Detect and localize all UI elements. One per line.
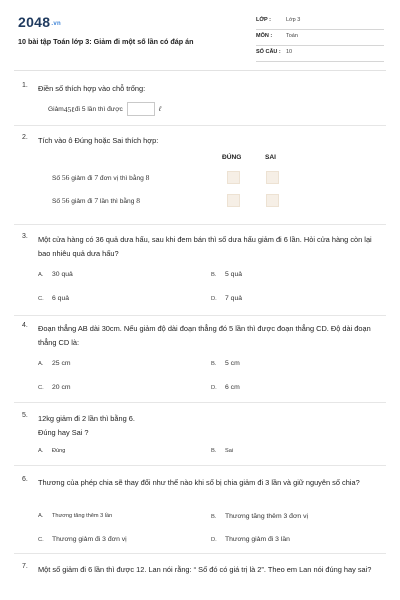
divider bbox=[14, 315, 386, 316]
divider bbox=[14, 125, 386, 126]
option-c[interactable]: C. Thương giảm đi 3 đơn vị bbox=[38, 536, 127, 543]
document-title: 10 bài tập Toán lớp 3: Giảm đi một số lần có đáp án bbox=[18, 37, 194, 46]
divider bbox=[14, 553, 386, 554]
question-text: Thương của phép chia sẽ thay đổi như thế nào khi số bị chia giảm đi 3 lần và giữ nguyên số chia? bbox=[38, 478, 360, 487]
question-6 bbox=[22, 476, 384, 556]
question-number: 3. bbox=[22, 233, 28, 240]
meta-value: Lớp 3 bbox=[286, 17, 301, 23]
question-2 bbox=[22, 134, 384, 214]
question-text-line-2: Đúng hay Sai ? bbox=[38, 428, 89, 437]
header bbox=[16, 10, 384, 68]
question-3 bbox=[22, 233, 384, 313]
meta-row-subject bbox=[256, 30, 384, 46]
meta-value: Toán bbox=[286, 33, 298, 39]
option-a[interactable]: A. Đúng bbox=[38, 448, 66, 454]
question-text: Một số giảm đi 6 lần thì được 12. Lan nói rằng: “ Số đó có giá trị là 2”. Theo em Lan nói đúng hay sai? bbox=[38, 565, 372, 574]
question-number: 7. bbox=[22, 563, 28, 570]
question-number: 1. bbox=[22, 82, 28, 89]
question-number: 5. bbox=[22, 412, 28, 419]
question-number: 4. bbox=[22, 322, 28, 329]
site-logo[interactable]: 2048.vn bbox=[18, 14, 61, 30]
question-text: Tích vào ô Đúng hoặc Sai thích hợp: bbox=[38, 136, 159, 145]
option-b[interactable]: B. Thương tăng thêm 3 đơn vị bbox=[211, 513, 308, 520]
amount-value: 45ℓ bbox=[63, 104, 75, 114]
meta-row-count bbox=[256, 46, 384, 62]
false-header: SAI bbox=[265, 154, 276, 161]
option-a[interactable]: A. 30 quả bbox=[38, 271, 73, 278]
checkbox-false[interactable] bbox=[266, 171, 279, 184]
header-divider bbox=[14, 70, 386, 71]
logo-suffix: .vn bbox=[51, 21, 61, 27]
question-number: 6. bbox=[22, 476, 28, 483]
option-d[interactable]: D. 7 quả bbox=[211, 295, 243, 302]
meta-key: SỐ CÂU : bbox=[256, 49, 281, 55]
question-5 bbox=[22, 412, 384, 462]
meta-key: MÔN : bbox=[256, 33, 273, 39]
question-number: 2. bbox=[22, 134, 28, 141]
divider bbox=[14, 402, 386, 403]
meta-row-class bbox=[256, 14, 384, 30]
meta-info bbox=[256, 14, 384, 62]
option-b[interactable]: B. 5 cm bbox=[211, 360, 240, 367]
unit-liter: ℓ bbox=[158, 105, 162, 113]
question-text-line-1: 12kg giảm đi 2 lần thì bằng 6. bbox=[38, 414, 135, 423]
answer-input[interactable] bbox=[127, 102, 155, 116]
option-c[interactable]: C. 20 cm bbox=[38, 384, 71, 391]
option-c[interactable]: C. 6 quả bbox=[38, 295, 70, 302]
checkbox-false[interactable] bbox=[266, 194, 279, 207]
meta-value: 10 bbox=[286, 49, 293, 55]
divider bbox=[14, 465, 386, 466]
checkbox-true[interactable] bbox=[227, 194, 240, 207]
question-text: Một cửa hàng có 36 quả dưa hấu, sau khi đem bán thì số dưa hấu giảm đi 6 lần. Hỏi cửa hàng còn lại bao nhiêu quả dưa hấu? bbox=[38, 235, 372, 258]
tf-statement-1: Số 56 giảm đi 7 đơn vị thì bằng 8 bbox=[52, 173, 150, 182]
meta-key: LỚP : bbox=[256, 17, 271, 23]
option-d[interactable]: D. 6 cm bbox=[211, 384, 240, 391]
option-a[interactable]: A. 25 cm bbox=[38, 360, 71, 367]
option-a[interactable]: A. Thương tăng thêm 3 lần bbox=[38, 513, 113, 519]
question-text: Đoạn thẳng AB dài 30cm. Nếu giảm độ dài đoạn thẳng đó 5 lần thì được đoạn thẳng CD. Độ dài đoạn thẳng CD là: bbox=[38, 324, 371, 347]
question-7 bbox=[22, 563, 384, 595]
tf-statement-2: Số 56 giảm đi 7 lần thì bằng 8 bbox=[52, 196, 140, 205]
question-4 bbox=[22, 322, 384, 400]
question-text: Điền số thích hợp vào chỗ trống: bbox=[38, 84, 146, 93]
true-header: ĐÚNG bbox=[222, 154, 242, 161]
option-d[interactable]: D. Thương giảm đi 3 lần bbox=[211, 536, 290, 543]
question-1 bbox=[22, 82, 384, 118]
option-b[interactable]: B. 5 quả bbox=[211, 271, 243, 278]
checkbox-true[interactable] bbox=[227, 171, 240, 184]
option-b[interactable]: B. Sai bbox=[211, 448, 234, 454]
fill-in-line: Giảm 45ℓ đi 5 lần thì được ℓ bbox=[48, 102, 161, 116]
divider bbox=[14, 224, 386, 225]
